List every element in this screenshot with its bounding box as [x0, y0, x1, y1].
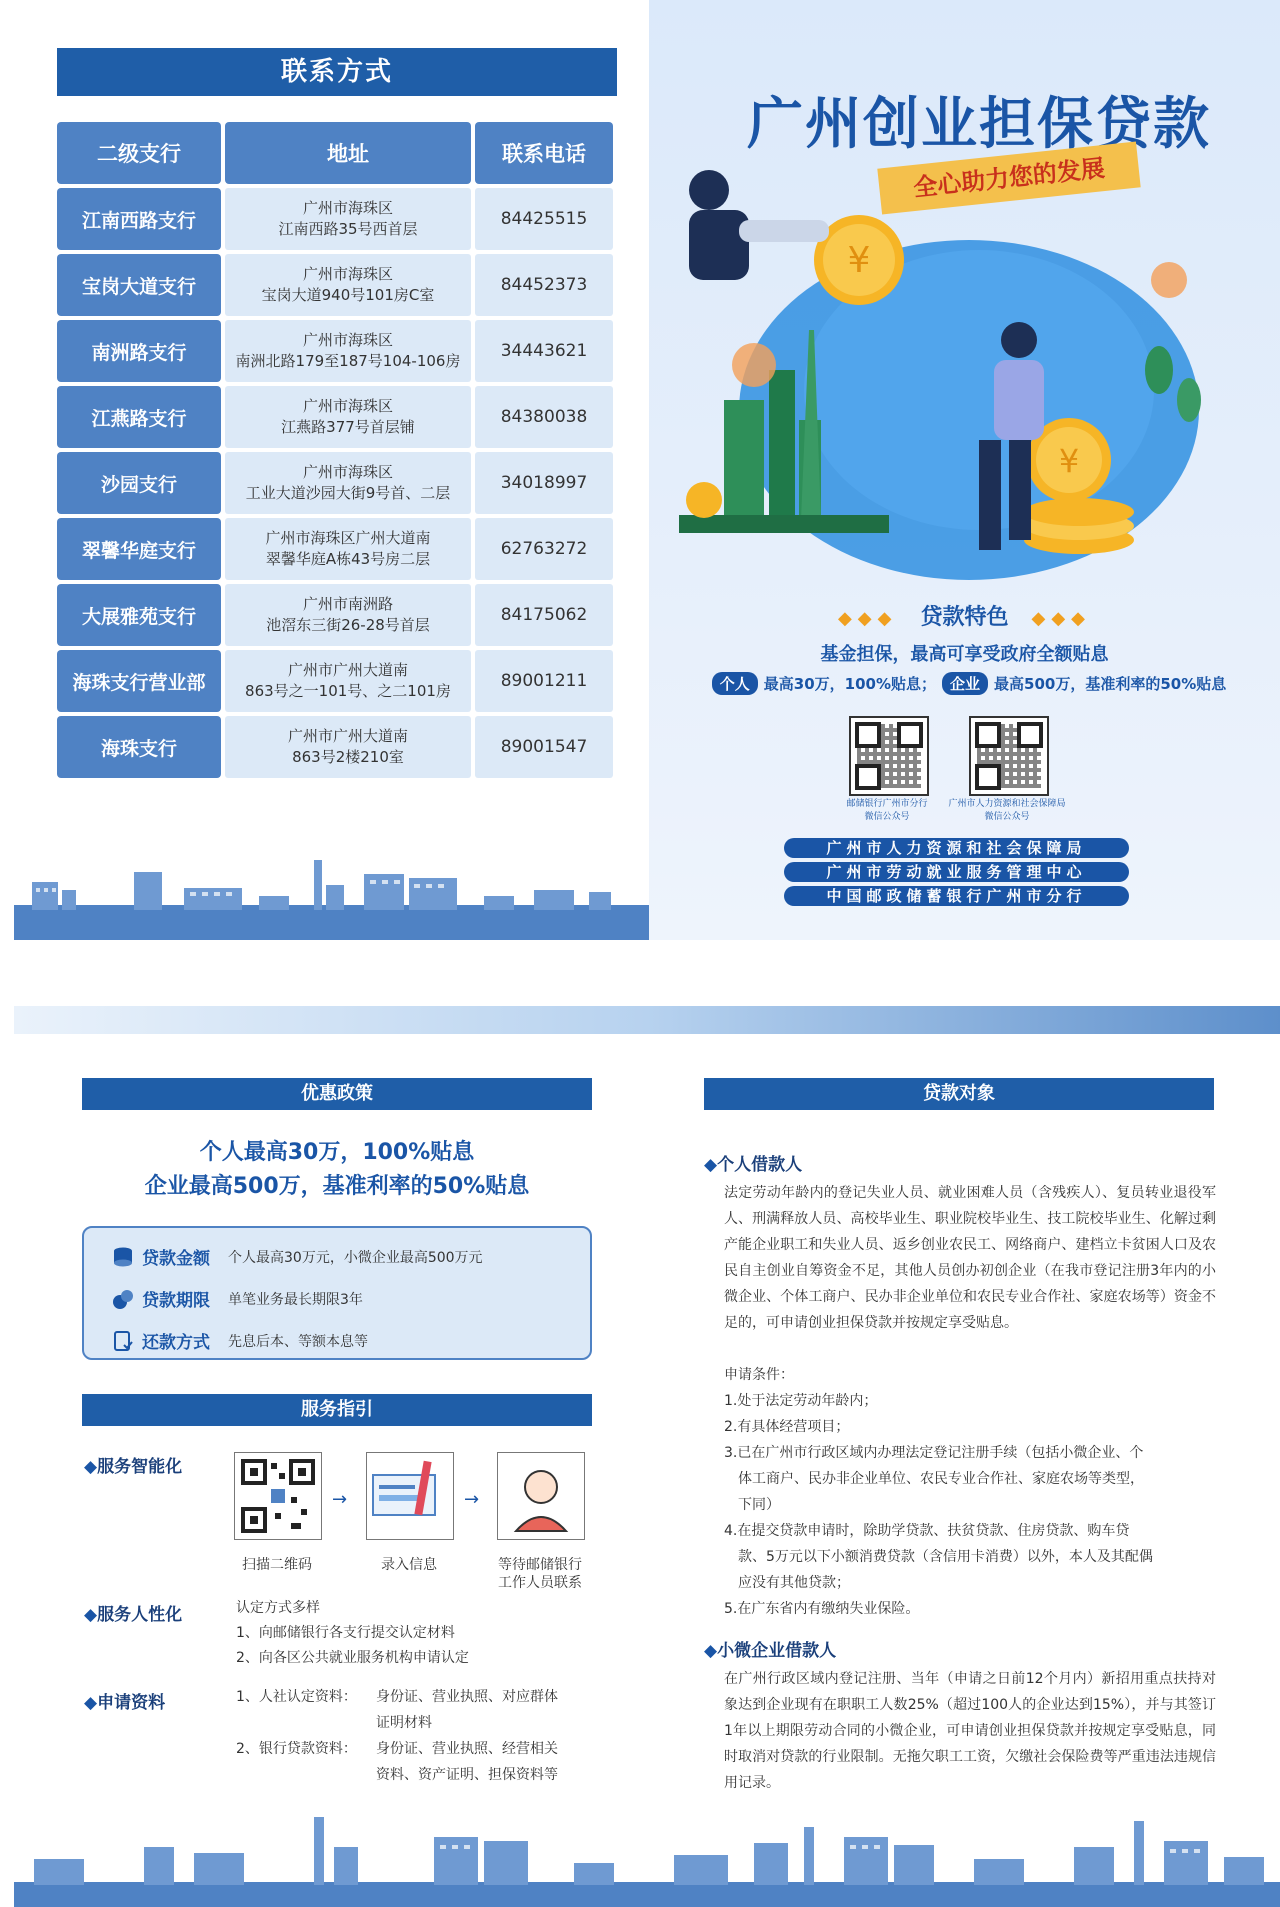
bottom-sheet: [0, 968, 1280, 1907]
branch-address: [225, 584, 471, 646]
table-row: [57, 320, 617, 382]
policy-highlight-1: 个人最高30万，100%贴息: [199, 1140, 475, 1165]
address-line2: 863号2楼210室: [292, 748, 404, 766]
arrow-right-icon: →: [332, 1489, 348, 1510]
guide-human-label-text: 服务人性化: [97, 1605, 183, 1625]
qr-code-icon: [235, 1453, 321, 1539]
svg-text:¥: ¥: [847, 240, 871, 281]
enterprise-text: 最高500万，基准利率的50%贴息: [994, 675, 1227, 693]
table-row: [57, 650, 617, 712]
guide-human-line: 2、向各区公共就业服务机构申请认定: [236, 1650, 469, 1666]
address-line1: 广州市海珠区: [302, 463, 393, 481]
table-row: [57, 452, 617, 514]
branch-name: 海珠支行: [57, 716, 221, 778]
step-scan-qr: [234, 1452, 322, 1540]
table-row: [57, 188, 617, 250]
address-line1: 广州市海珠区: [302, 397, 393, 415]
docs-2-line: 身份证、营业执照、经营相关: [376, 1741, 558, 1757]
address-line1: 广州市海珠区: [302, 265, 393, 283]
policy-item-label: 还款方式: [142, 1333, 210, 1353]
branch-name: 南洲路支行: [57, 320, 221, 382]
condition-line: 应没有其他贷款；: [738, 1575, 850, 1591]
branch-phone: 89001547: [475, 716, 613, 778]
city-skyline-decoration: [14, 1797, 1280, 1907]
document-check-icon: [112, 1330, 134, 1352]
branch-address: [225, 386, 471, 448]
arrow-right-icon: →: [464, 1489, 480, 1510]
features-title-text: 贷款特色: [920, 605, 1009, 630]
branch-phone: 62763272: [475, 518, 613, 580]
header-band: [14, 1006, 1280, 1034]
step-enter-info: [366, 1452, 454, 1540]
features-line1: 基金担保，最高可享受政府全额贴息: [820, 644, 1109, 665]
org-bar-postal-bank: 中国邮政储蓄银行广州市分行: [784, 886, 1129, 906]
condition-line: 4.在提交贷款申请时，除助学贷款、扶贫贷款、住房贷款、购车贷: [724, 1523, 1130, 1539]
table-row: [57, 716, 617, 778]
qr-corner: [855, 722, 881, 748]
address-line2: 南洲北路179至187号104-106房: [235, 352, 461, 370]
diamond-bullet-icon: ◆: [704, 1155, 718, 1175]
condition-line: 款、5万元以下小额消费贷款（含信用卡消费）以外，本人及其配偶: [738, 1549, 1153, 1565]
personal-borrower-text: 法定劳动年龄内的登记失业人员、就业困难人员（含残疾人）、复员转业退役军人、刑满释放人员、高校毕业生、职业院校毕业生、技工院校毕业生、化解过剩产能企业职工和失业人员、返乡创业农民工、网络商户、建档立卡贫困人口及农民自主创业自筹资金不足，其他人员创办初创企业（在我市登记注册3年内的小微企业、个体工商户、民办非企业单位和农民专业合作社、家庭农场等）资金不足的，可申请创业担保贷款并按规定享受贴息。: [724, 1185, 1216, 1331]
table-row: [57, 584, 617, 646]
branch-address: [225, 716, 471, 778]
branch-address: [225, 254, 471, 316]
branch-name: 江南西路支行: [57, 188, 221, 250]
guide-human-label: [84, 1600, 182, 1625]
qr2-caption-line1: 广州市人力资源和社会保障局: [948, 799, 1066, 809]
address-line2: 江燕路377号首层铺: [281, 418, 415, 436]
coins-stack-icon: [112, 1246, 134, 1268]
address-line1: 广州市广州大道南: [287, 727, 408, 745]
condition-item: [724, 1518, 1216, 1596]
docs-1-line: 证明材料: [376, 1715, 432, 1731]
entrepreneur-illustration: [649, 160, 1280, 580]
table-row: [57, 254, 617, 316]
branch-phone: 34443621: [475, 320, 613, 382]
table-row: [57, 518, 617, 580]
policy-title: 优惠政策: [82, 1078, 592, 1110]
condition-item: 2.有具体经营项目；: [724, 1419, 850, 1435]
address-line2: 宝岗大道940号101房C室: [261, 286, 435, 304]
header-branch: 二级支行: [57, 122, 221, 184]
policy-item-text: 单笔业务最长期限3年: [228, 1291, 363, 1308]
address-line2: 池滘东三街26-28号首层: [266, 616, 430, 634]
address-line1: 广州市海珠区: [302, 331, 393, 349]
city-skyline-decoration: [14, 830, 649, 940]
step-caption-scan: 扫描二维码: [242, 1557, 312, 1573]
org-bar-hr-bureau: 广州市人力资源和社会保障局: [784, 838, 1129, 858]
branch-name: 宝岗大道支行: [57, 254, 221, 316]
branch-name: 翠馨华庭支行: [57, 518, 221, 580]
org-bar-employment-center: 广州市劳动就业服务管理中心: [784, 862, 1129, 882]
slogan-ribbon: 全心助力您的发展: [877, 142, 1140, 215]
address-line1: 广州市南洲路: [302, 595, 393, 613]
qr-corner: [897, 722, 923, 748]
qr2-caption: [932, 798, 1082, 824]
step-caption-wait-line2: 工作人员联系: [498, 1575, 582, 1591]
personal-borrower-head-text: 个人借款人: [717, 1155, 803, 1175]
guide-smart-label-text: 服务智能化: [97, 1457, 183, 1477]
policy-item-label: 贷款金额: [142, 1249, 210, 1269]
personal-borrower-head: [704, 1150, 802, 1175]
qr-code-hr-bureau[interactable]: [969, 716, 1049, 796]
policy-item-term: [112, 1286, 363, 1311]
table-header-row: [57, 122, 617, 184]
address-line1: 广州市广州大道南: [287, 661, 408, 679]
branch-name: 沙园支行: [57, 452, 221, 514]
policy-item-label: 贷款期限: [142, 1291, 210, 1311]
branch-address: [225, 650, 471, 712]
guide-smart-label: [84, 1452, 182, 1477]
branch-phone: 89001211: [475, 650, 613, 712]
policy-item-text: 个人最高30万元，小微企业最高500万元: [228, 1249, 483, 1266]
contact-table: [57, 122, 617, 782]
policy-box: [82, 1226, 592, 1360]
header-address: 地址: [225, 122, 471, 184]
condition-item: [724, 1440, 1216, 1518]
address-line2: 江南西路35号西首层: [278, 220, 418, 238]
form-pen-icon: [367, 1453, 453, 1539]
sme-borrower-text: 在广州行政区域内登记注册、当年（申请之日前12个月内）新招用重点扶持对象达到企业现有在职职工人数25%（超过100人的企业达到15%），并与其签订1年以上期限劳动合同的小微企业，可申请创业担保贷款并按规定享受贴息，同时取消对贷款的行业限制。无拖欠职工工资，欠缴社会保险费等严重违法违规信用记录。: [724, 1671, 1216, 1791]
sme-borrower-head: [704, 1636, 836, 1661]
condition-line: 下同）: [738, 1497, 780, 1513]
guide-title: 服务指引: [82, 1394, 592, 1426]
docs-2-content: [376, 1736, 558, 1788]
sheet-gap: [0, 940, 1280, 968]
contact-title: 联系方式: [57, 48, 617, 96]
personal-pill: 个人: [712, 672, 758, 695]
branch-address: [225, 452, 471, 514]
cover-panel: [649, 0, 1280, 940]
guide-human-lines: [236, 1596, 469, 1671]
branch-address: [225, 518, 471, 580]
address-line2: 863号之一101号、之二101房: [245, 682, 451, 700]
branch-name: 海珠支行营业部: [57, 650, 221, 712]
qr-corner: [975, 722, 1001, 748]
docs-2-prefix: 2、银行贷款资料：: [236, 1741, 357, 1757]
branch-address: [225, 188, 471, 250]
policy-item-repayment: [112, 1328, 368, 1353]
personal-text: 最高30万，100%贴息；: [763, 675, 936, 693]
diamond-bullet-icon: ◆: [704, 1641, 718, 1661]
docs-1-prefix: 1、人社认定资料：: [236, 1689, 357, 1705]
diamond-bullet-icon: ◆: [84, 1693, 98, 1713]
features-line2: [709, 672, 1229, 695]
policy-highlight-2: 企业最高500万，基准利率的50%贴息: [144, 1174, 530, 1199]
condition-line: 3.已在广州市行政区域内办理法定登记注册手续（包括小微企业、个: [724, 1445, 1144, 1461]
qr-code-postal-bank[interactable]: [849, 716, 929, 796]
branch-name: 江燕路支行: [57, 386, 221, 448]
conditions-head: 申请条件：: [724, 1367, 794, 1383]
guide-docs-label: [84, 1688, 165, 1713]
top-sheet: [0, 0, 1280, 940]
branch-phone: 84175062: [475, 584, 613, 646]
branch-phone: 84452373: [475, 254, 613, 316]
guide-human-line: 1、向邮储银行各支行提交认定材料: [236, 1625, 455, 1641]
branch-phone: 84380038: [475, 386, 613, 448]
svg-text:¥: ¥: [1058, 442, 1080, 480]
address-line1: 广州市海珠区: [302, 199, 393, 217]
sme-borrower-head-text: 小微企业借款人: [717, 1641, 837, 1661]
step-caption-wait: [485, 1556, 595, 1592]
enterprise-pill: 企业: [942, 672, 988, 695]
address-line2: 工业大道沙园大街9号首、二层: [245, 484, 451, 502]
qr1-caption-line2: 微信公众号: [864, 812, 910, 822]
diamond-bullet-icon: ◆: [84, 1457, 98, 1477]
diamond-decor-right: ◆◆◆: [1031, 608, 1092, 629]
docs-2-line: 资料、资产证明、担保资料等: [376, 1767, 558, 1783]
header-phone: 联系电话: [475, 122, 613, 184]
step-caption-wait-line1: 等待邮储银行: [498, 1557, 582, 1573]
branch-phone: 84425515: [475, 188, 613, 250]
user-avatar-icon: [498, 1453, 584, 1539]
address-line2: 翠馨华庭A栋43号房二层: [265, 550, 431, 568]
coin-clock-icon: [112, 1288, 134, 1310]
condition-line: 体工商户、民办非企业单位、农民专业合作社、家庭农场等类型，: [738, 1471, 1144, 1487]
docs-1-content: [376, 1684, 558, 1736]
qr-corner: [975, 764, 1001, 790]
qr1-caption-line1: 邮储银行广州市分行: [846, 799, 928, 809]
branch-address: [225, 320, 471, 382]
guide-human-line: 认定方式多样: [236, 1600, 320, 1616]
diamond-bullet-icon: ◆: [84, 1605, 98, 1625]
branch-name: 大展雅苑支行: [57, 584, 221, 646]
condition-item: 1.处于法定劳动年龄内；: [724, 1393, 878, 1409]
table-row: [57, 386, 617, 448]
policy-item-text: 先息后本、等额本息等: [228, 1333, 368, 1350]
policy-item-amount: [112, 1244, 483, 1269]
guide-docs-label-text: 申请资料: [97, 1693, 166, 1713]
contact-panel: [14, 0, 649, 940]
step-wait-contact: [497, 1452, 585, 1540]
address-line1: 广州市海珠区广州大道南: [265, 529, 431, 547]
features-title: [649, 600, 1280, 631]
step-caption-enter: 录入信息: [381, 1557, 437, 1573]
cover-title: 广州创业担保贷款: [747, 92, 1211, 157]
qr-corner: [1017, 722, 1043, 748]
docs-1-line: 身份证、营业执照、对应群体: [376, 1689, 558, 1705]
diamond-decor-left: ◆◆◆: [837, 608, 898, 629]
qr2-caption-line2: 微信公众号: [984, 812, 1030, 822]
branch-phone: 34018997: [475, 452, 613, 514]
targets-title: 贷款对象: [704, 1078, 1214, 1110]
condition-item: 5.在广东省内有缴纳失业保险。: [724, 1601, 920, 1617]
qr-corner: [855, 764, 881, 790]
